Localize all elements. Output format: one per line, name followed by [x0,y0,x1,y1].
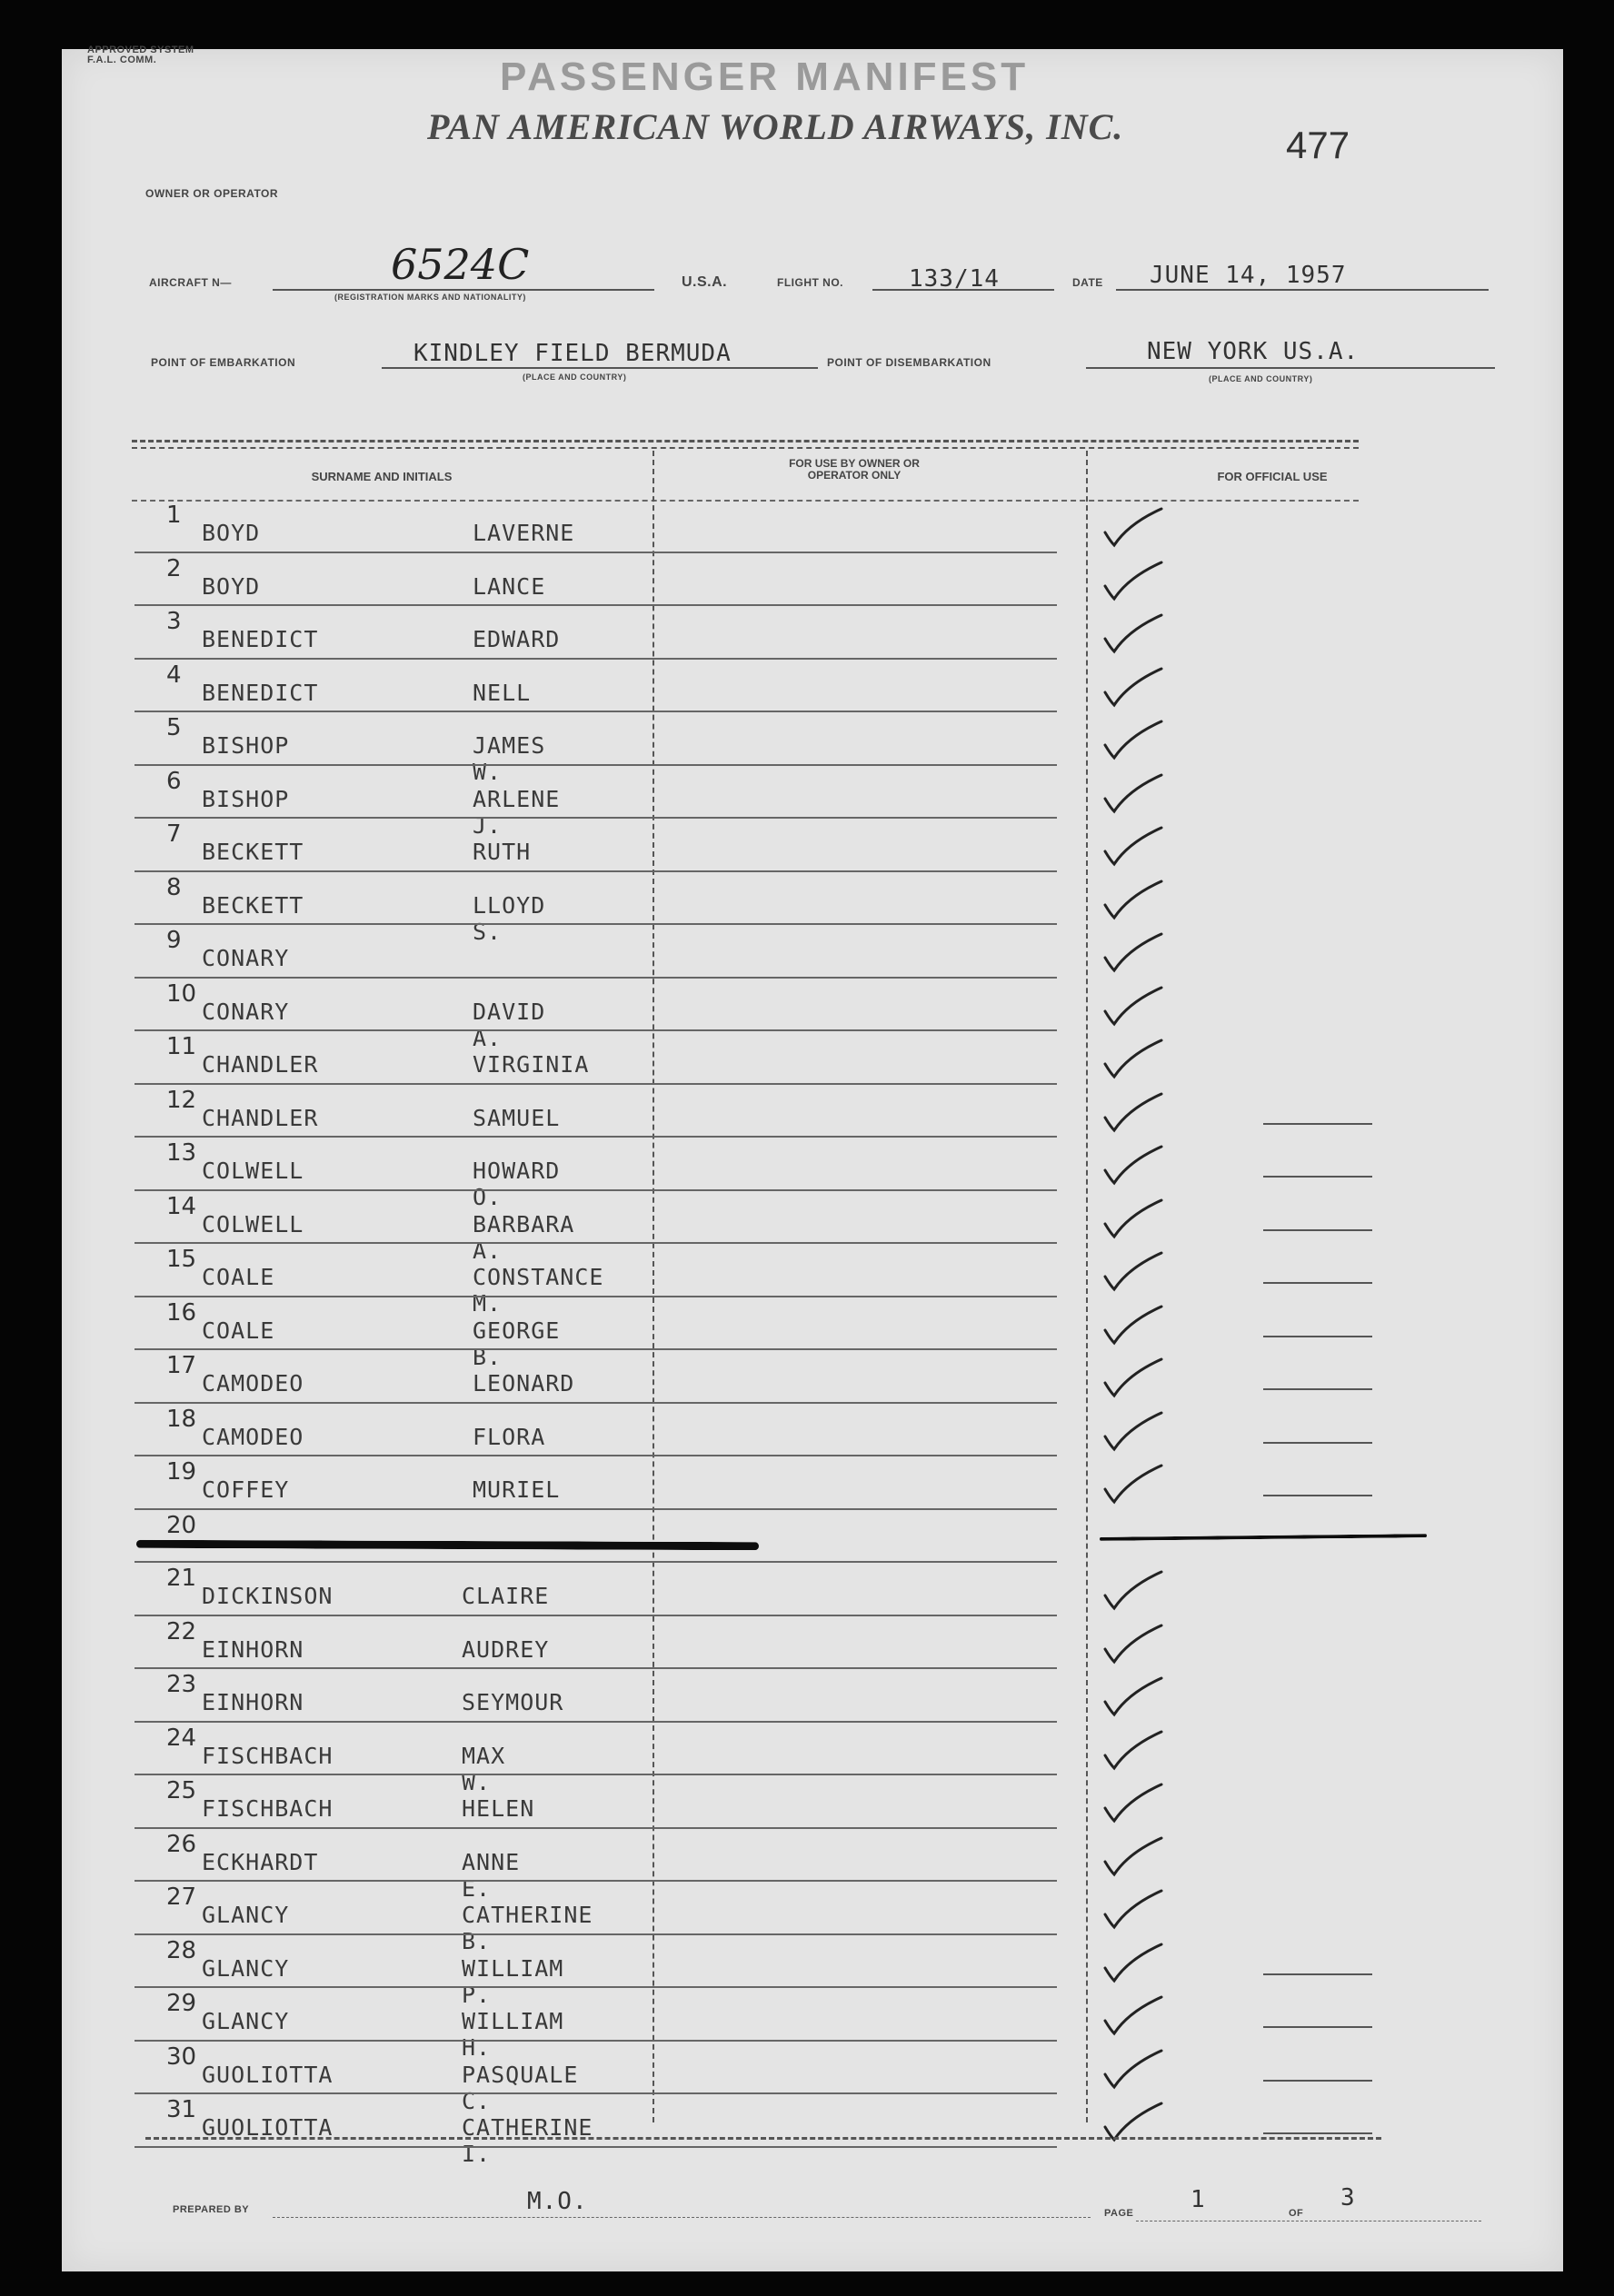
official-use-line [1263,1442,1372,1444]
table-top-rule-1 [132,440,1359,442]
disembark-place-note: (PLACE AND COUNTRY) [1209,374,1313,383]
check-mark-icon [1101,771,1165,815]
official-use-line [1263,2026,1372,2028]
passenger-given-name: SEYMOUR [462,1689,564,1715]
registration-note: (REGISTRATION MARKS AND NATIONALITY) [334,293,526,302]
passenger-number: 30 [166,2043,197,2071]
disembark-place: NEW YORK US.A. [1147,338,1360,365]
row-rule [134,604,1057,606]
row-rule [134,1615,1057,1616]
passenger-number: 7 [166,820,182,848]
passenger-number: 2 [166,554,182,582]
passenger-surname: BISHOP [202,785,290,812]
official-use-line [1263,1282,1372,1284]
company-name: PAN AMERICAN WORLD AIRWAYS, INC. [427,106,1124,147]
check-mark-icon [1101,1941,1165,1984]
passenger-surname: FISCHBACH [202,1795,334,1822]
check-mark-icon [1101,718,1165,761]
row-rule [134,1561,1057,1563]
usa-label: U.S.A. [682,274,728,290]
row-rule [134,1402,1057,1404]
passenger-number: 6 [166,767,182,795]
passenger-given-name: PASQUALE C. [462,2061,579,2114]
owner-column-header: FOR USE BY OWNER OR OPERATOR ONLY [789,457,920,482]
check-mark-icon [1101,1568,1165,1612]
official-column-header: FOR OFFICIAL USE [1217,470,1328,483]
passenger-given-name: EDWARD [473,626,561,652]
row-rule [134,870,1057,872]
passenger-given-name: CATHERINE B. [462,1902,593,1954]
row-rule [134,1667,1057,1669]
passenger-given-name: CONSTANCE M. [473,1264,604,1317]
flight-number: 133/14 [909,265,1000,293]
check-mark-icon [1101,1834,1165,1878]
passenger-surname: GUOLIOTTA [202,2061,334,2088]
passenger-surname: CHANDLER [202,1051,319,1078]
embark-place-note: (PLACE AND COUNTRY) [523,373,627,382]
check-mark-icon [1101,1675,1165,1718]
row-rule [134,1933,1057,1935]
row-rule [134,1455,1057,1456]
row-rule [134,1242,1057,1244]
passenger-surname: GLANCY [202,1954,290,1982]
check-mark-icon [1101,1356,1165,1399]
row-rule [134,1296,1057,1297]
passenger-number: 20 [166,1511,197,1539]
passenger-number: 17 [166,1352,197,1379]
owner-column-divider [1086,451,1088,2122]
page-stamp-number: 477 [1286,124,1350,166]
passenger-number: 29 [166,1990,197,2017]
passenger-given-name: NELL [473,679,532,706]
passenger-surname: EINHORN [202,1635,304,1663]
row-rule [134,2040,1057,2042]
passenger-given-name: MAX W. [462,1742,506,1795]
passenger-surname: COLWELL [202,1210,304,1237]
row-rule [134,1721,1057,1723]
check-mark-icon [1101,824,1165,868]
row-rule [134,1774,1057,1775]
row-rule [134,552,1057,553]
official-use-line [1263,1229,1372,1231]
header-bottom-rule [132,500,1359,502]
check-mark-icon [1101,1143,1165,1187]
disembark-label: POINT OF DISEMBARKATION [827,356,991,369]
official-use-line [1263,1336,1372,1337]
passenger-surname: CONARY [202,998,290,1025]
embark-label: POINT OF EMBARKATION [151,356,296,369]
row-rule [134,1189,1057,1191]
of-value: 3 [1340,2184,1356,2212]
passenger-surname: CONARY [202,945,290,971]
flight-label: FLIGHT NO. [777,276,843,289]
official-use-line [1263,2132,1372,2134]
document-title: PASSENGER MANIFEST [500,55,1030,99]
row-rule [134,923,1057,925]
passenger-surname: BENEDICT [202,679,319,706]
passenger-surname: BECKETT [202,839,304,865]
passenger-given-name: JAMES W. [473,732,546,785]
passenger-surname: GLANCY [202,1902,290,1928]
row-rule [134,1986,1057,1988]
prepared-underline [273,2217,1091,2218]
passenger-given-name: LAVERNE [473,520,575,546]
row-rule [134,711,1057,712]
passenger-number: 15 [166,1246,197,1273]
row-rule [134,2092,1057,2094]
passenger-given-name: AUDREY [462,1635,550,1663]
check-mark-icon [1101,2047,1165,2091]
passenger-surname: GUOLIOTTA [202,2114,334,2141]
passenger-number: 12 [166,1086,197,1114]
passenger-given-name: CATHERINE I. [462,2114,593,2167]
passenger-surname: BISHOP [202,732,290,759]
check-mark-icon [1101,1409,1165,1453]
check-mark-icon [1101,1622,1165,1665]
aircraft-number: 6524C [391,240,530,289]
check-mark-icon [1101,559,1165,602]
disembark-underline [1086,367,1495,369]
passenger-number: 25 [166,1777,197,1804]
passenger-number: 22 [166,1617,197,1645]
check-mark-icon [1101,1037,1165,1080]
row-rule [134,1136,1057,1138]
passenger-surname: CAMODEO [202,1370,304,1396]
passenger-number: 27 [166,1884,197,1911]
passenger-surname: BENEDICT [202,626,319,652]
passenger-number: 4 [166,661,182,689]
check-mark-icon [1101,1728,1165,1772]
passenger-number: 16 [166,1298,197,1327]
passenger-surname: ECKHARDT [202,1848,319,1875]
passenger-number: 28 [166,1936,197,1964]
passenger-number: 8 [166,873,182,901]
check-mark-icon [1101,665,1165,709]
embark-place: KINDLEY FIELD BERMUDA [413,340,732,367]
passenger-given-name: VIRGINIA [473,1051,590,1078]
check-mark-icon [1101,1090,1165,1134]
official-use-line [1263,1388,1372,1390]
passenger-number: 21 [166,1565,197,1592]
check-mark-icon [1101,1249,1165,1293]
passenger-given-name: ARLENE J. [473,785,561,839]
flight-date: JUNE 14, 1957 [1150,262,1347,289]
row-rule [134,817,1057,819]
check-mark-icon [1101,878,1165,921]
check-mark-icon [1101,1303,1165,1347]
passenger-given-name: LEONARD [473,1370,575,1396]
row-rule [134,977,1057,979]
row-rule [134,1508,1057,1510]
passenger-number: 18 [166,1405,197,1433]
passenger-surname: CAMODEO [202,1423,304,1450]
approved-stamp: APPROVED SYSTEM F.A.L. COMM. [87,45,194,65]
passenger-surname: EINHORN [202,1689,304,1715]
embark-underline [382,367,818,369]
passenger-number: 9 [166,927,182,954]
aircraft-underline [273,289,654,291]
passenger-surname: BECKETT [202,891,304,919]
passenger-given-name: FLORA [473,1423,546,1450]
page-label: PAGE [1104,2208,1134,2219]
check-mark-icon [1101,505,1165,549]
date-label: DATE [1072,276,1103,289]
official-use-line [1263,2080,1372,2082]
date-underline [1116,289,1489,291]
row-rule [134,1348,1057,1350]
passenger-given-name: HOWARD O. [473,1158,561,1210]
check-mark-icon [1101,1462,1165,1506]
check-mark-icon [1101,1887,1165,1931]
passenger-surname: FISCHBACH [202,1742,334,1769]
passenger-number: 26 [166,1830,197,1858]
aircraft-label: AIRCRAFT N— [149,276,232,289]
surname-column-header: SURNAME AND INITIALS [311,470,453,483]
passenger-number: 24 [166,1724,197,1752]
passenger-number: 1 [166,502,182,529]
of-label: OF [1289,2208,1304,2219]
passenger-surname: COFFEY [202,1476,290,1503]
row-rule [134,2146,1057,2148]
passenger-surname: BOYD [202,572,261,600]
check-mark-icon [1101,1197,1165,1240]
passenger-surname: COALE [202,1317,275,1344]
prepared-by-label: PREPARED BY [173,2204,250,2215]
row-rule [134,1083,1057,1085]
passenger-given-name: ANNE E. [462,1848,521,1902]
passenger-number: 13 [166,1139,197,1167]
passenger-given-name: WILLIAM P. [462,1954,564,2008]
prepared-by-value: M.O. [527,2188,588,2215]
check-mark-icon [1101,930,1165,974]
row-rule [134,764,1057,766]
passenger-surname: CHANDLER [202,1104,319,1131]
passenger-given-name: DAVID A. [473,998,546,1051]
passenger-number: 11 [166,1033,197,1060]
official-use-line [1263,1123,1372,1125]
passenger-surname: DICKINSON [202,1583,334,1609]
passenger-given-name: LANCE [473,572,546,600]
passenger-given-name: GEORGE B. [473,1317,561,1370]
passenger-given-name: MURIEL [473,1476,561,1503]
passenger-given-name: LLOYD S. [473,891,546,945]
passenger-surname: COALE [202,1264,275,1290]
passenger-given-name: CLAIRE [462,1583,550,1609]
official-use-line [1263,1495,1372,1496]
passenger-number: 14 [166,1192,197,1220]
check-mark-icon [1101,1993,1165,2037]
row-rule [134,1029,1057,1031]
official-use-line [1263,1973,1372,1975]
table-bottom-rule [145,2137,1381,2140]
passenger-number: 31 [166,2096,197,2123]
owner-label: OWNER OR OPERATOR [145,187,279,200]
passenger-given-name: BARBARA A. [473,1210,575,1264]
strike-through-line [136,1539,759,1549]
passenger-number: 23 [166,1671,197,1698]
check-mark-icon [1101,611,1165,655]
row-rule [134,1827,1057,1829]
passenger-number: 10 [166,979,197,1008]
passenger-number: 5 [166,714,182,741]
passenger-surname: BOYD [202,520,261,546]
official-use-line [1263,1176,1372,1178]
passenger-given-name: SAMUEL [473,1104,561,1131]
passenger-number: 3 [166,608,182,635]
row-rule [134,658,1057,660]
page-value: 1 [1191,2186,1206,2213]
passenger-given-name: WILLIAM H. [462,2008,564,2061]
check-mark-icon [1101,984,1165,1028]
table-top-rule-2 [132,447,1359,449]
passenger-given-name: RUTH [473,839,532,865]
passenger-number: 19 [166,1458,197,1486]
row-rule [134,1880,1057,1882]
passenger-surname: GLANCY [202,2008,290,2034]
check-mark-icon [1101,1781,1165,1824]
passenger-given-name: HELEN [462,1795,535,1822]
passenger-surname: COLWELL [202,1158,304,1184]
surname-column-divider [653,451,654,2122]
